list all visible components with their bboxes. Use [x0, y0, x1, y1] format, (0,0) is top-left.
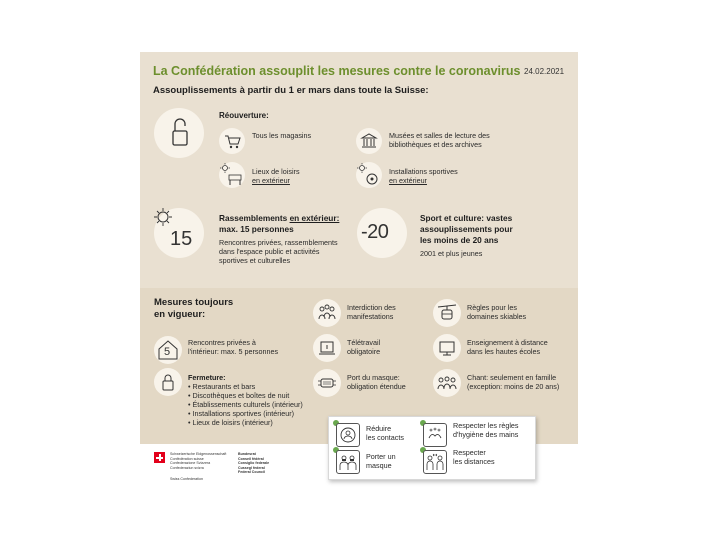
mask-label-1: Port du masque:	[347, 373, 400, 382]
private-number: 5	[164, 346, 171, 358]
closure-item: • Lieux de loisirs (intérieur)	[188, 418, 273, 427]
closure-heading: Fermeture:	[188, 373, 226, 382]
confederation-names: Schweizerische Eidgenossenschaft Confédération suisse Confederazione Svizzera Confederaziun svizra	[170, 452, 227, 470]
homeoffice-label-2: obligatoire	[347, 347, 381, 356]
choir-label-1: Chant: seulement en famille	[467, 373, 557, 382]
under-20-badge	[357, 208, 407, 258]
ski-label-2: domaines skiables	[467, 312, 527, 321]
rule-mask-2: masque	[366, 461, 392, 470]
gatherings-desc-1: Rencontres privées, rassemblements	[219, 238, 338, 247]
open-padlock-icon	[154, 108, 204, 158]
reopen-sports-label-2: en extérieur	[389, 176, 427, 185]
closure-item: • Établissements culturels (intérieur)	[188, 400, 303, 409]
rule-reduce-contacts-2: les contacts	[366, 433, 404, 442]
rule-distance-1: Respecter	[453, 448, 486, 457]
gatherings-sun-icon	[154, 208, 204, 258]
rule-mask-1: Porter un	[366, 452, 396, 461]
choir-label-2: (exception: moins de 20 ans)	[467, 382, 560, 391]
museum-icon	[356, 128, 382, 154]
closure-item: • Installations sportives (intérieur)	[188, 409, 294, 418]
rule-reduce-contacts-1: Réduire	[366, 424, 392, 433]
gatherings-desc-3: sportives et culturelles	[219, 256, 291, 265]
rule-hygiene-2: d'hygiène des mains	[453, 430, 519, 439]
hand-washing-icon	[423, 423, 447, 447]
page-subtitle: Assouplissements à partir du 1 er mars dans toute la Suisse:	[153, 85, 429, 96]
page-title: La Confédération assouplit les mesures contre le coronavirus	[153, 64, 521, 78]
measures-heading-2: en vigueur:	[154, 309, 206, 320]
shopping-cart-icon	[219, 128, 245, 154]
reopen-museums-label-2: bibliothèques et des archives	[389, 140, 482, 149]
screen-icon	[433, 334, 461, 362]
sport-desc: 2001 et plus jeunes	[420, 249, 483, 258]
ski-gondola-icon	[433, 299, 461, 327]
face-mask-icon	[313, 369, 341, 397]
laptop-home-icon	[313, 334, 341, 362]
ski-label-1: Règles pour les	[467, 303, 517, 312]
closed-padlock-icon	[154, 368, 182, 396]
gatherings-number: 15	[170, 228, 193, 250]
house-five-icon	[154, 336, 182, 364]
reopen-sports-label-1: Installations sportives	[389, 167, 458, 176]
reopen-museums-label-1: Musées et salles de lecture des	[389, 131, 490, 140]
swiss-confederation-label: Swiss Confederation	[170, 477, 203, 481]
crowd-icon	[313, 299, 341, 327]
sport-title-line-2: assouplissements pour	[420, 224, 513, 234]
swiss-flag-icon	[154, 452, 165, 463]
under-20-number: -20	[361, 221, 389, 243]
zoo-sun-icon	[219, 162, 245, 188]
choir-icon	[433, 369, 461, 397]
keep-distance-icon	[423, 450, 447, 474]
reopening-heading: Réouverture:	[219, 111, 269, 120]
sport-title-line-1: Sport et culture: vastes	[420, 213, 513, 223]
gatherings-desc-2: dans l'espace public et activités	[219, 247, 320, 256]
publication-date: 24.02.2021	[524, 67, 565, 76]
closure-item: • Discothèques et boîtes de nuit	[188, 391, 290, 400]
reduce-contacts-icon	[336, 423, 360, 447]
sport-title-line-3: les moins de 20 ans	[420, 235, 499, 245]
private-label-2: l'intérieur: max. 5 personnes	[188, 347, 279, 356]
gatherings-title-line-2: max. 15 personnes	[219, 224, 294, 234]
mask-label-2: obligation étendue	[347, 382, 406, 391]
rule-hygiene-1: Respecter les règles	[453, 421, 519, 430]
wear-mask-icon	[336, 450, 360, 474]
reopen-shops-label: Tous les magasins	[252, 131, 312, 140]
ban-events-label-1: Interdiction des	[347, 303, 396, 312]
distance-learning-label-2: dans les hautes écoles	[467, 347, 541, 356]
reopen-leisure-label-2: en extérieur	[252, 176, 290, 185]
ban-events-label-2: manifestations	[347, 312, 394, 321]
homeoffice-label-1: Télétravail	[347, 338, 381, 347]
federal-council-names: Bundesrat Conseil fédéral Consiglio federale Cussegl federal Federal Council	[238, 452, 270, 475]
reopen-leisure-label-1: Lieux de loisirs	[252, 167, 300, 176]
gatherings-title-line-1: Rassemblements en extérieur:	[219, 213, 340, 223]
measures-heading-1: Mesures toujours	[154, 297, 234, 308]
distance-learning-label-1: Enseignement à distance	[467, 338, 548, 347]
sports-ball-sun-icon	[356, 162, 382, 188]
private-label-1: Rencontres privées à	[188, 338, 256, 347]
closure-item: • Restaurants et bars	[188, 382, 256, 391]
rule-distance-2: les distances	[453, 457, 495, 466]
